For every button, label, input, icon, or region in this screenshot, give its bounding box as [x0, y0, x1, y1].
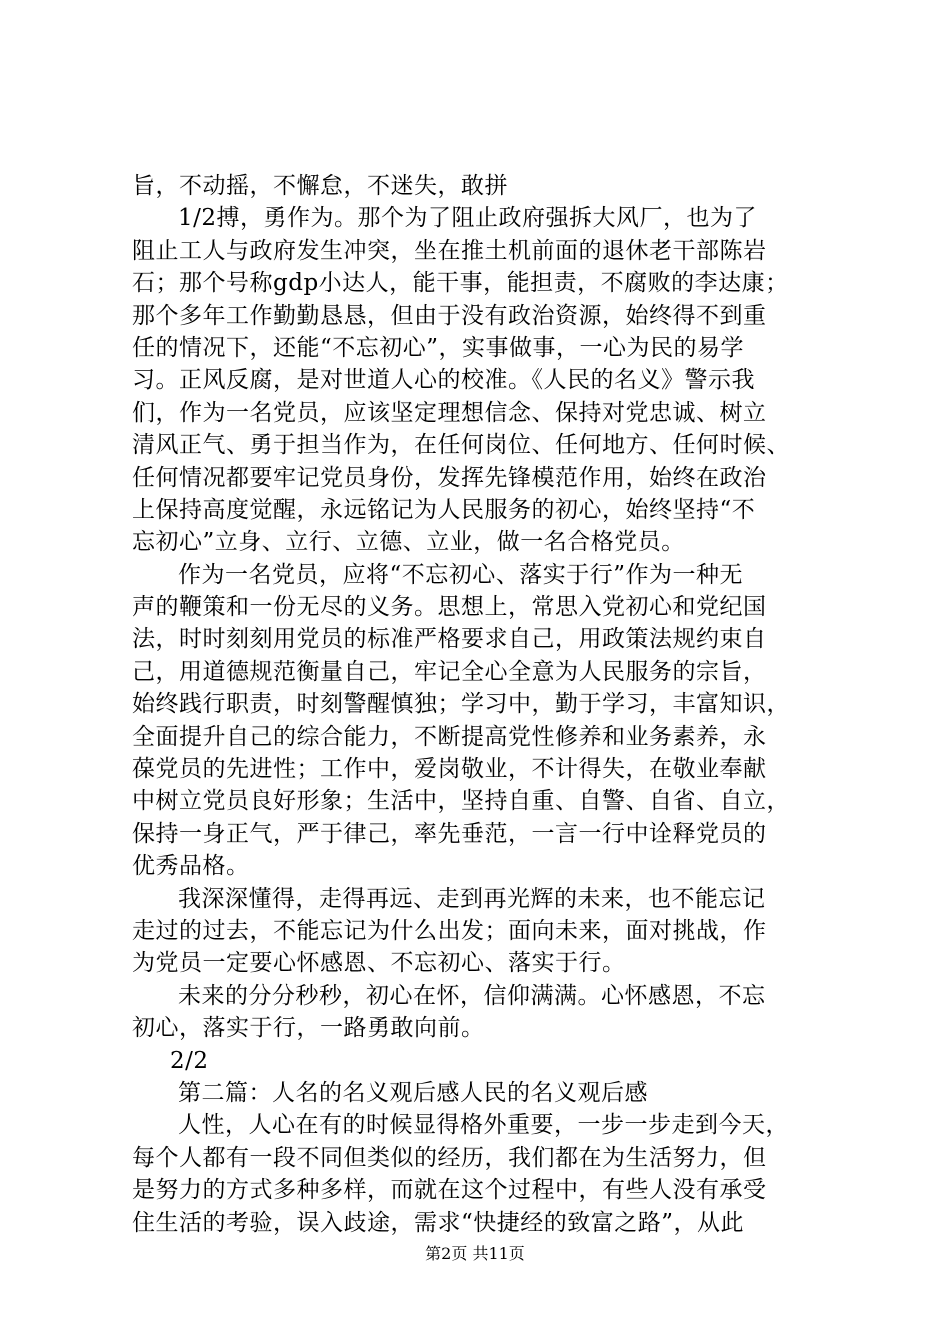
text-line: 石；那个号称gdp小达人，能干事，能担责，不腐败的李达康；: [132, 270, 789, 297]
text-line: 己，用道德规范衡量自己，牢记全心全意为人民服务的宗旨，: [132, 658, 767, 685]
text-line: 忘初心”立身、立行、立德、立业，做一名合格党员。: [132, 529, 685, 556]
text-line: 住生活的考验，误入歧途，需求“快捷经的致富之路”，从此: [132, 1209, 745, 1236]
text-line: 1/2搏，勇作为。那个为了阻止政府强拆大风厂，也为了: [178, 205, 758, 232]
text-line: 人性，人心在有的时候显得格外重要，一步一步走到今天，: [178, 1112, 789, 1139]
text-line: 2/2: [170, 1047, 209, 1074]
text-line: 声的鞭策和一份无尽的义务。思想上，常思入党初心和党纪国: [132, 594, 767, 621]
text-line: 作为一名党员，应将“不忘初心、落实于行”作为一种无: [178, 561, 744, 588]
text-line: 葆党员的先进性；工作中，爱岗敬业，不计得失，在敬业奉献: [132, 756, 767, 783]
text-line: 全面提升自己的综合能力，不断提高党性修养和业务素养，永: [132, 723, 767, 750]
text-line: 阻止工人与政府发生冲突，坐在推土机前面的退休老干部陈岩: [132, 237, 767, 264]
text-line: 上保持高度觉醒，永远铭记为人民服务的初心，始终坚持“不: [132, 496, 756, 523]
text-line: 那个多年工作勤勤恳恳，但由于没有政治资源，始终得不到重: [132, 302, 767, 329]
text-line: 始终践行职责，时刻警醒慎独；学习中，勤于学习，丰富知识，: [132, 691, 790, 718]
text-line: 任何情况都要牢记党员身份，发挥先锋模范作用，始终在政治: [132, 464, 767, 491]
text-line: 习。正风反腐，是对世道人心的校准。《人民的名义》警示我: [132, 367, 755, 394]
text-line: 是努力的方式多种多样，而就在这个过程中，有些人没有承受: [132, 1177, 767, 1204]
text-line: 保持一身正气，严于律己，率先垂范，一言一行中诠释党员的: [132, 820, 767, 847]
text-line: 为党员一定要心怀感恩、不忘初心、落实于行。: [132, 950, 626, 977]
page-footer: [0, 1244, 950, 1264]
text-line: 初心，落实于行，一路勇敢向前。: [132, 1015, 485, 1042]
text-line: 未来的分分秒秒，初心在怀，信仰满满。心怀感恩，不忘: [178, 982, 766, 1009]
text-line: 们，作为一名党员，应该坚定理想信念、保持对党忠诚、树立: [132, 399, 767, 426]
page-number-label: 第2页 共11页: [425, 1244, 525, 1263]
text-line: 第二篇：人名的名义观后感人民的名义观后感: [178, 1079, 648, 1106]
text-line: 任的情况下，还能“不忘初心”，实事做事，一心为民的易学: [132, 334, 745, 361]
text-line: 法，时时刻刻用党员的标准严格要求自己，用政策法规约束自: [132, 626, 767, 653]
text-line: 每个人都有一段不同但类似的经历，我们都在为生活努力，但: [132, 1144, 767, 1171]
text-line: 我深深懂得，走得再远、走到再光辉的未来，也不能忘记: [178, 885, 766, 912]
text-line: 走过的过去，不能忘记为什么出发；面向未来，面对挑战，作: [132, 917, 767, 944]
text-line: 中树立党员良好形象；生活中，坚持自重、自警、自省、自立，: [132, 788, 790, 815]
document-body: [132, 170, 852, 1239]
text-line: 旨，不动摇，不懈怠，不迷失，敢拼: [132, 173, 508, 199]
text-line: 清风正气、勇于担当作为，在任何岗位、任何地方、任何时候、: [132, 432, 790, 459]
text-line: 优秀品格。: [132, 853, 250, 880]
